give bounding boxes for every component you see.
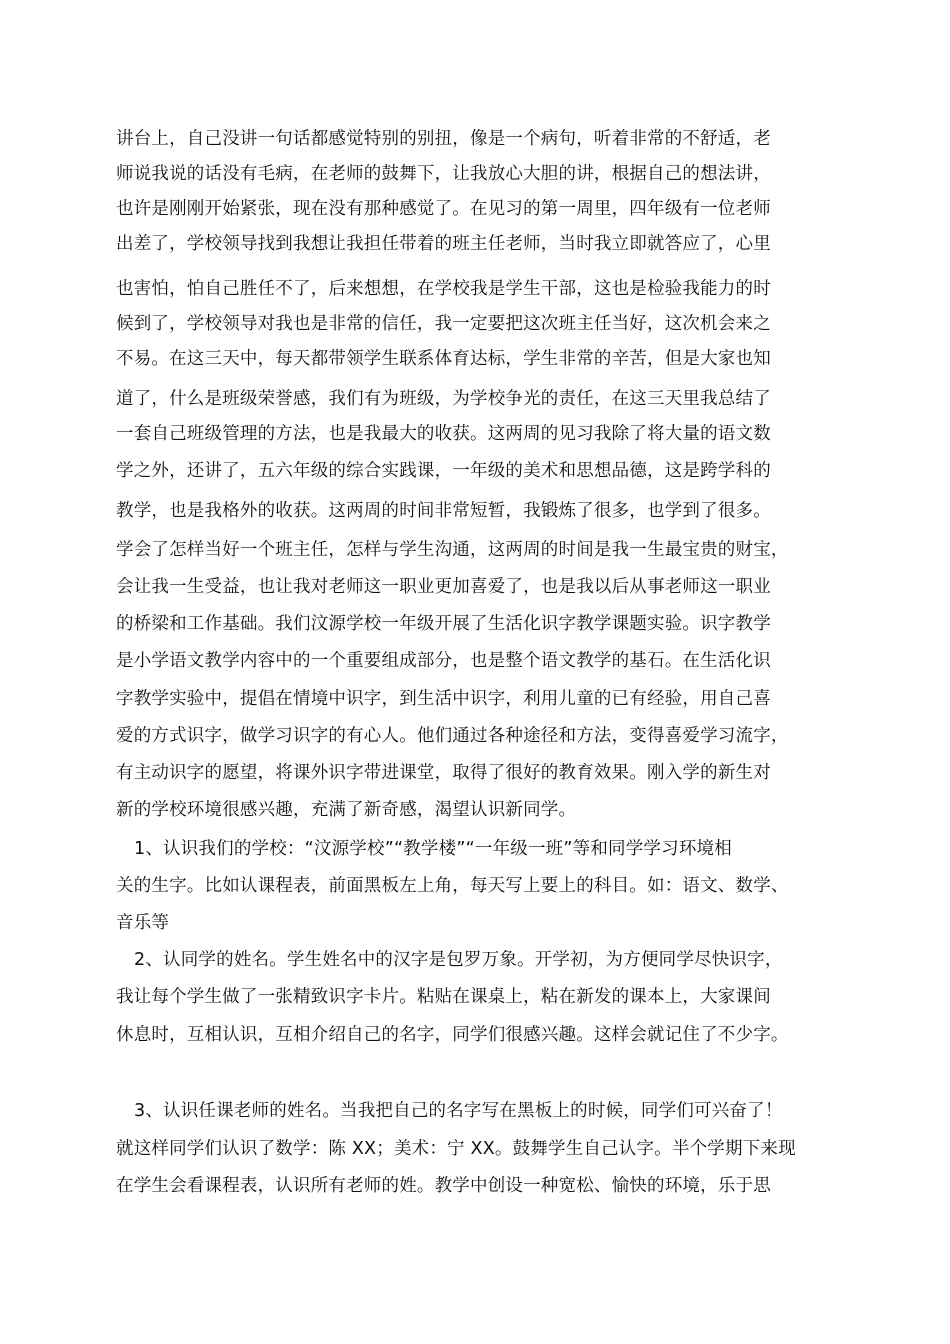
- text-line: 道了，什么是班级荣誉感，我们有为班级，为学校争光的责任，在这三天里我总结了: [116, 389, 771, 409]
- text-line: 学会了怎样当好一个班主任，怎样与学生沟通，这两周的时间是我一生最宝贵的财宝，: [116, 540, 789, 560]
- text-line: 字教学实验中，提倡在情境中识字，到生活中识字，利用儿童的已有经验，用自己喜: [116, 689, 771, 709]
- text-line: 也许是刚刚开始紧张，现在没有那种感觉了。在见习的第一周里，四年级有一位老师: [116, 199, 771, 219]
- text-line: 关的生字。比如认课程表，前面黑板左上角，每天写上要上的科目。如：语文、数学、: [116, 876, 789, 896]
- text-line: 的桥梁和工作基础。我们汶源学校一年级开展了生活化识字教学课题实验。识字教学: [116, 614, 771, 634]
- text-line: 也害怕，怕自己胜任不了，后来想想，在学校我是学生干部，这也是检验我能力的时: [116, 279, 771, 299]
- text-line: 休息时，互相认识，互相介绍自己的名字，同学们很感兴趣。这样会就记住了不少字。: [116, 1025, 789, 1045]
- text-line: 教学，也是我格外的收获。这两周的时间非常短暂，我锻炼了很多，也学到了很多。: [116, 501, 771, 521]
- text-line: 候到了，学校领导对我也是非常的信任，我一定要把这次班主任当好，这次机会来之: [116, 314, 771, 334]
- text-line: 会让我一生受益，也让我对老师这一职业更加喜爱了，也是我以后从事老师这一职业: [116, 577, 771, 597]
- text-line: 有主动识字的愿望，将课外识字带进课堂，取得了很好的教育效果。刚入学的新生对: [116, 763, 771, 783]
- text-line: 就这样同学们认识了数学：陈 XX；美术：宁 XX。鼓舞学生自己认字。半个学期下来现: [116, 1139, 796, 1159]
- text-line: 一套自己班级管理的方法，也是我最大的收获。这两周的见习我除了将大量的语文数: [116, 424, 771, 444]
- text-line: 出差了，学校领导找到我想让我担任带着的班主任老师，当时我立即就答应了，心里: [116, 234, 771, 254]
- text-line: 师说我说的话没有毛病，在老师的鼓舞下，让我放心大胆的讲，根据自己的想法讲，: [116, 164, 771, 184]
- text-line: 在学生会看课程表，认识所有老师的姓。教学中创设一种宽松、愉快的环境，乐于思: [116, 1176, 771, 1196]
- text-line: 音乐等: [116, 913, 170, 933]
- list-item-2: 2、认同学的姓名。学生姓名中的汉字是包罗万象。开学初，为方便同学尽快识字，: [134, 950, 783, 970]
- list-item-1: 1、认识我们的学校：“汶源学校”“教学楼”“一年级一班”等和同学学习环境相: [134, 839, 732, 859]
- list-item-3: 3、认识任课老师的姓名。当我把自己的名字写在黑板上的时候，同学们可兴奋了！: [134, 1101, 783, 1121]
- text-line: 爱的方式识字，做学习识字的有心人。他们通过各种途径和方法，变得喜爱学习流字，: [116, 726, 789, 746]
- text-line: 讲台上，自己没讲一句话都感觉特别的别扭，像是一个病句，听着非常的不舒适，老: [116, 129, 771, 149]
- text-line: 我让每个学生做了一张精致识字卡片。粘贴在课桌上，粘在新发的课本上，大家课间: [116, 987, 771, 1007]
- text-line: 是小学语文教学内容中的一个重要组成部分，也是整个语文教学的基石。在生活化识: [116, 651, 771, 671]
- text-line: 新的学校环境很感兴趣，充满了新奇感，渴望认识新同学。: [116, 800, 577, 820]
- text-line: 学之外，还讲了，五六年级的综合实践课，一年级的美术和思想品德，这是跨学科的: [116, 461, 771, 481]
- text-line: 不易。在这三天中，每天都带领学生联系体育达标，学生非常的辛苦，但是大家也知: [116, 349, 771, 369]
